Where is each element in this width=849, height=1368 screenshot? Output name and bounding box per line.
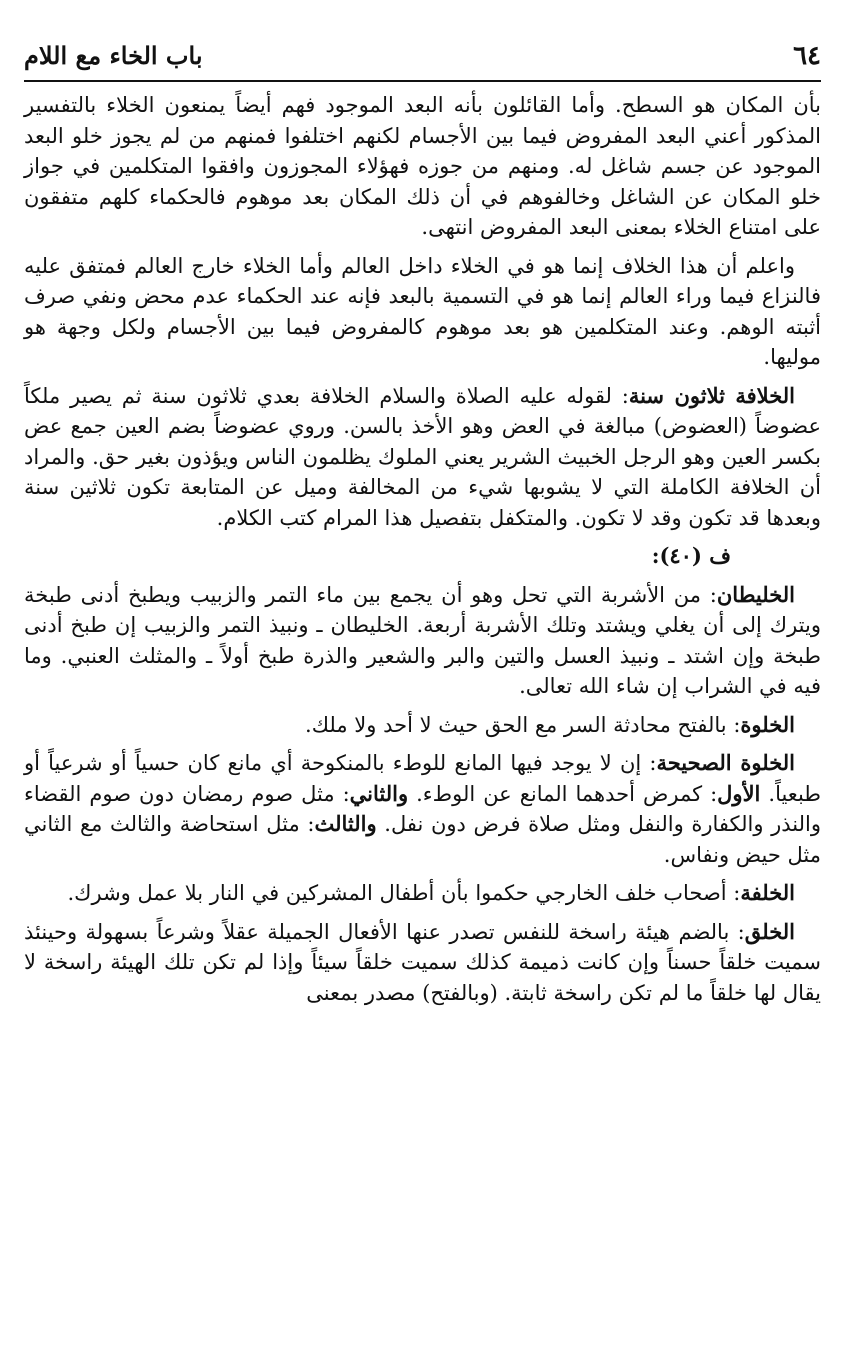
section-heading-label: ف (٤٠) <box>659 543 731 568</box>
entry-khalafiyya <box>24 878 821 909</box>
paragraph-1 <box>24 90 821 243</box>
paragraph-2 <box>24 251 821 373</box>
entry-khalwa-sahiha <box>24 748 821 870</box>
chapter-title: باب الخاء مع اللام <box>24 41 203 70</box>
entry-khuluq <box>24 917 821 1009</box>
entry-text: : أصحاب خلف الخارجي حكموا بأن أطفال المشركين في النار بلا عمل وشرك. <box>67 881 741 905</box>
entry-term: الخلق <box>744 918 795 944</box>
entry-subtext-second: : مثل صوم رمضان دون صوم القضاء والنذر والكفارة والنفل ومثل صلاة فرض دون نفل. <box>24 781 822 836</box>
entry-subtext-third: : مثل استحاضة والثالث مع الثاني مثل حيض ونفاس. <box>24 812 821 867</box>
page-header <box>24 36 821 76</box>
page-number: ٦٤ <box>793 41 821 71</box>
section-heading <box>24 541 821 572</box>
entry-term: الخلفة <box>740 880 795 905</box>
header-divider <box>24 80 821 82</box>
entry-term: الخليطان <box>716 581 795 607</box>
entry-text: : لقوله عليه الصلاة والسلام الخلافة بعدي ثلاثون سنة ثم يصير ملكاً عضوضاً (العضوض) مبالغة في العض وهو الأخذ بالسن. وروي عضوضاً بضم العين جمع عض بكسر العين وهو الرجل الخبيث الشرير يعني الملوك يظلمون الناس ويؤذون بغير حق. والمراد أن الخلافة الكاملة التي لا يشوبها شيء من المخالفة وميل عن المتابعة تكون ثلاثين سنة وبعدها قد تكون وقد لا تكون. والمتكفل بتفصيل هذا المرام كتب الكلام. <box>24 383 821 530</box>
entry-khalwa <box>24 710 821 741</box>
paragraph-text: بأن المكان هو السطح. وأما القائلون بأنه البعد الموجود فهم أيضاً يمنعون الخلاء بالتفسير المذكور أعني البعد المفروض فيما بين الأجسام لكنهم اختلفوا فمنهم من لم يجوز خلو البعد الموجود عن جسم شاغل له. ومنهم من جوزه فهؤلاء المجوزون وافقوا المتكلمين في جواز خلو المكان عن الشاغل وخالفوهم في أن ذلك المكان بعد موهوم فالحكماء كلهم متفقون على امتناع الخلاء بمعنى البعد المفروض انتهى. <box>24 93 821 239</box>
entry-subtext-first: : كمرض أحدهما المانع عن الوطء. <box>408 781 718 806</box>
entry-khalitan <box>24 580 821 702</box>
entry-text: : من الأشربة التي تحل وهو أن يجمع بين ماء التمر والزبيب ويطبخ أدنى طبخة ويترك إلى أن يغلي ويشتد وتلك الأشربة أربعة. الخليطان ـ ونبيذ التمر والزبيب إن طبخ أدنى طبخة وإن اشتد ـ ونبيذ العسل والتين والبر والشعير والذرة طبخ أولاً ـ والمثلث العنبي. وما فيه في الشراب إن شاء الله تعالى. <box>24 582 821 698</box>
entry-term: الخلافة ثلاثون سنة <box>628 382 795 408</box>
entry-text: : بالضم هيئة راسخة للنفس تصدر عنها الأفعال الجميلة عقلاً وشرعاً بسهولة وحينئذ سميت خلقاً حسناً وإن كانت ذميمة كذلك سميت خلقاً سيئاً وإذا لم تكن تلك الهيئة راسخة لا يقال لها خلقاً ما لم تكن راسخة ثابتة. (وبالفتح) مصدر بمعنى <box>24 919 821 1005</box>
paragraph-text: واعلم أن هذا الخلاف إنما هو في الخلاء داخل العالم وأما الخلاء خارج العالم فمتفق عليه فالنزاع فيما وراء العالم إنما هو في التسمية بالبعد فإنه عند الحكماء عدم محض ونفي صرف أثبته الوهم. وعند المتكلمين هو بعد موهوم كالمفروض فيما بين الأجسام ولكل وجهة هو موليها. <box>24 253 821 369</box>
entry-subterm-second: والثاني <box>349 780 409 806</box>
section-heading-colon: : <box>651 543 660 568</box>
entry-subterm-first: الأول <box>717 780 761 806</box>
document-body <box>24 90 821 1348</box>
entry-khilafa <box>24 381 821 534</box>
entry-term: الخلوة <box>740 711 795 737</box>
entry-subterm-third: والثالث <box>314 811 377 836</box>
entry-text: : إن لا يوجد فيها المانع للوطء بالمنكوحة أي مانع كان حسياً أو شرعياً أو طبعياً. <box>24 751 821 806</box>
entry-text: : بالفتح محادثة السر مع الحق حيث لا أحد ولا ملك. <box>305 712 741 737</box>
entry-term: الخلوة الصحيحة <box>656 750 795 775</box>
